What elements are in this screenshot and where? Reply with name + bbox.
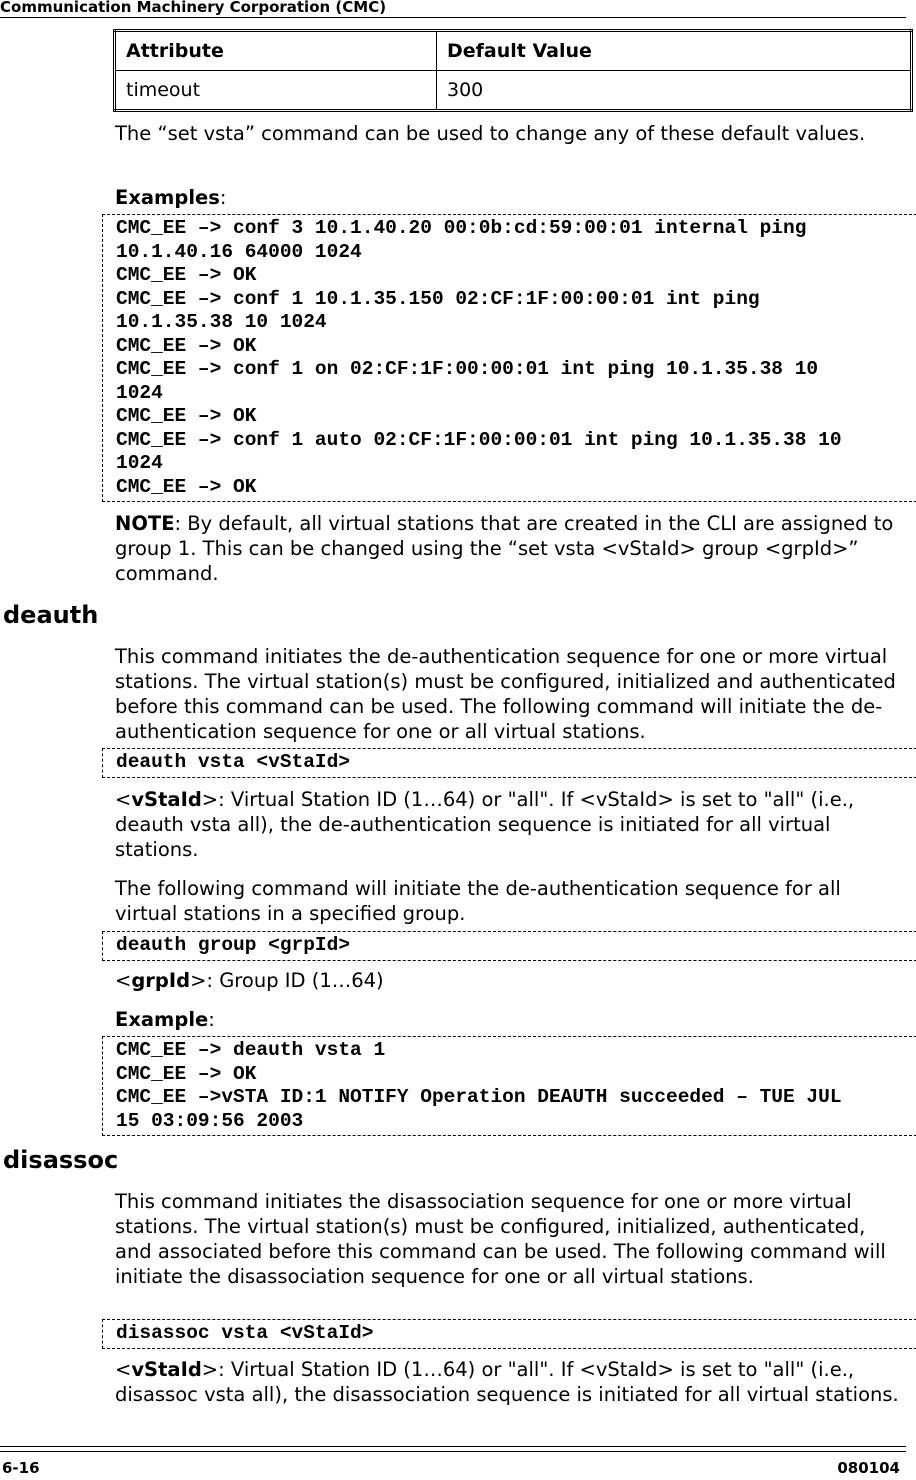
deauth-group-intro: The following command will initiate the de-authentication sequence for all virtual stations in a specified group.: [115, 877, 841, 925]
examples-label: Examples: [115, 186, 220, 209]
grpid-description: <grpId>: Group ID (1…64): [115, 969, 384, 992]
code-line: CMC_EE –> OK: [116, 334, 257, 357]
deauth-group-command: [102, 931, 916, 961]
grpid-label: grpId: [131, 969, 191, 992]
code-line: CMC_EE –> conf 1 on 02:CF:1F:00:00:01 int ping 10.1.35.38 10: [116, 358, 819, 380]
disassoc-vstaid-description: <vStaId>: Virtual Station ID (1…64) or "all". If <vStaId> is set to "all" (i.e., disassoc vsta all), the disassociation sequence is initiated for all virtual stations.: [115, 1358, 899, 1406]
deauth-vstaid-description: <vStaId>: Virtual Station ID (1…64) or "all". If <vStaId> is set to "all" (i.e., deauth vsta all), the de-authentication sequence is initiated for all virtual stations.: [115, 788, 855, 861]
deauth-vsta-command: [102, 748, 916, 778]
code-line: 1024: [116, 381, 163, 404]
code-line: CMC_EE –> deauth vsta 1: [116, 1039, 386, 1061]
code-line: CMC_EE –> conf 3 10.1.40.20 00:0b:cd:59:00:01 internal ping: [116, 217, 807, 239]
footer-rule: [0, 1451, 906, 1452]
table-cell-attribute: timeout: [115, 71, 437, 111]
table-row: [115, 71, 912, 111]
code-line: 10.1.40.16 64000 1024: [116, 240, 362, 263]
code-line: CMC_EE –> conf 1 auto 02:CF:1F:00:00:01 int ping 10.1.35.38 10: [116, 428, 842, 451]
vstaid-desc: >: Virtual Station ID (1…64) or "all". If <vStaId> is set to "all" (i.e., deauth vsta all), the de-authentication sequence is initiated for all virtual stations.: [115, 788, 855, 861]
code-line: CMC_EE –> OK: [116, 405, 257, 427]
code-line: CMC_EE –>vSTA ID:1 NOTIFY Operation DEAUTH succeeded – TUE JUL: [116, 1086, 842, 1108]
deauth-heading: deauth: [3, 601, 99, 629]
code-line: deauth group <grpId>: [116, 934, 351, 956]
note-label: NOTE: [115, 512, 175, 535]
set-vsta-paragraph: The “set vsta” command can be used to change any of these default values.: [115, 122, 866, 145]
vstaid-label: vStaId: [131, 1358, 202, 1381]
code-line: 10.1.35.38 10 1024: [116, 311, 327, 333]
code-line: CMC_EE –> OK: [116, 475, 257, 498]
note-text: : By default, all virtual stations that are created in the CLI are assigned to group 1. This can be changed using the “set vsta <vStaId> group <grpId>” command.: [115, 512, 894, 585]
code-line: CMC_EE –> OK: [116, 264, 257, 286]
footer-rule: [0, 1446, 906, 1447]
conf-examples-code: [102, 214, 916, 502]
document-id: 080104: [837, 1459, 900, 1477]
disassoc-heading: disassoc: [3, 1146, 119, 1174]
grpid-desc: >: Group ID (1…64): [190, 969, 384, 992]
vstaid-desc: >: Virtual Station ID (1…64) or "all". If <vStaId> is set to "all" (i.e., disassoc vsta all), the disassociation sequence is initiated for all virtual stations.: [115, 1358, 899, 1406]
example-label: Example: [115, 1008, 209, 1031]
page-header: [0, 0, 906, 18]
code-line: disassoc vsta <vStaId>: [116, 1322, 374, 1344]
table-header-row: [115, 31, 912, 71]
vstaid-label: vStaId: [131, 788, 202, 811]
example-heading: Example:: [115, 1008, 215, 1031]
default-values-table: [113, 29, 913, 112]
code-line: deauth vsta <vStaId>: [116, 751, 351, 773]
deauth-intro: This command initiates the de-authentication sequence for one or more virtual stations. The virtual station(s) must be configured, initialized and authenticated before this command can be used. The following command will initiate the de-authentication sequence for one or all virtual stations.: [115, 645, 896, 743]
header-title: Communication Machinery Corporation (CMC): [0, 0, 387, 16]
table-header-default-value: Default Value: [437, 31, 912, 71]
page-number: 6-16: [2, 1459, 40, 1477]
code-line: CMC_EE –> OK: [116, 1062, 257, 1085]
code-line: 15 03:09:56 2003: [116, 1109, 304, 1132]
deauth-example-code: [102, 1036, 916, 1136]
table-header-attribute: Attribute: [115, 31, 437, 71]
disassoc-vsta-command: [102, 1319, 916, 1349]
code-line: 1024: [116, 452, 163, 474]
disassoc-intro: This command initiates the disassociation sequence for one or more virtual stations. The virtual station(s) must be configured, initialized, authenticated, and associated before this command can be used. The following command will initiate the disassociation sequence for one or all virtual stations.: [115, 1190, 886, 1288]
note-paragraph: [115, 511, 905, 586]
table-cell-value: 300: [437, 71, 912, 111]
code-line: CMC_EE –> conf 1 10.1.35.150 02:CF:1F:00:00:01 int ping: [116, 287, 760, 310]
examples-heading: Examples:: [115, 186, 227, 209]
